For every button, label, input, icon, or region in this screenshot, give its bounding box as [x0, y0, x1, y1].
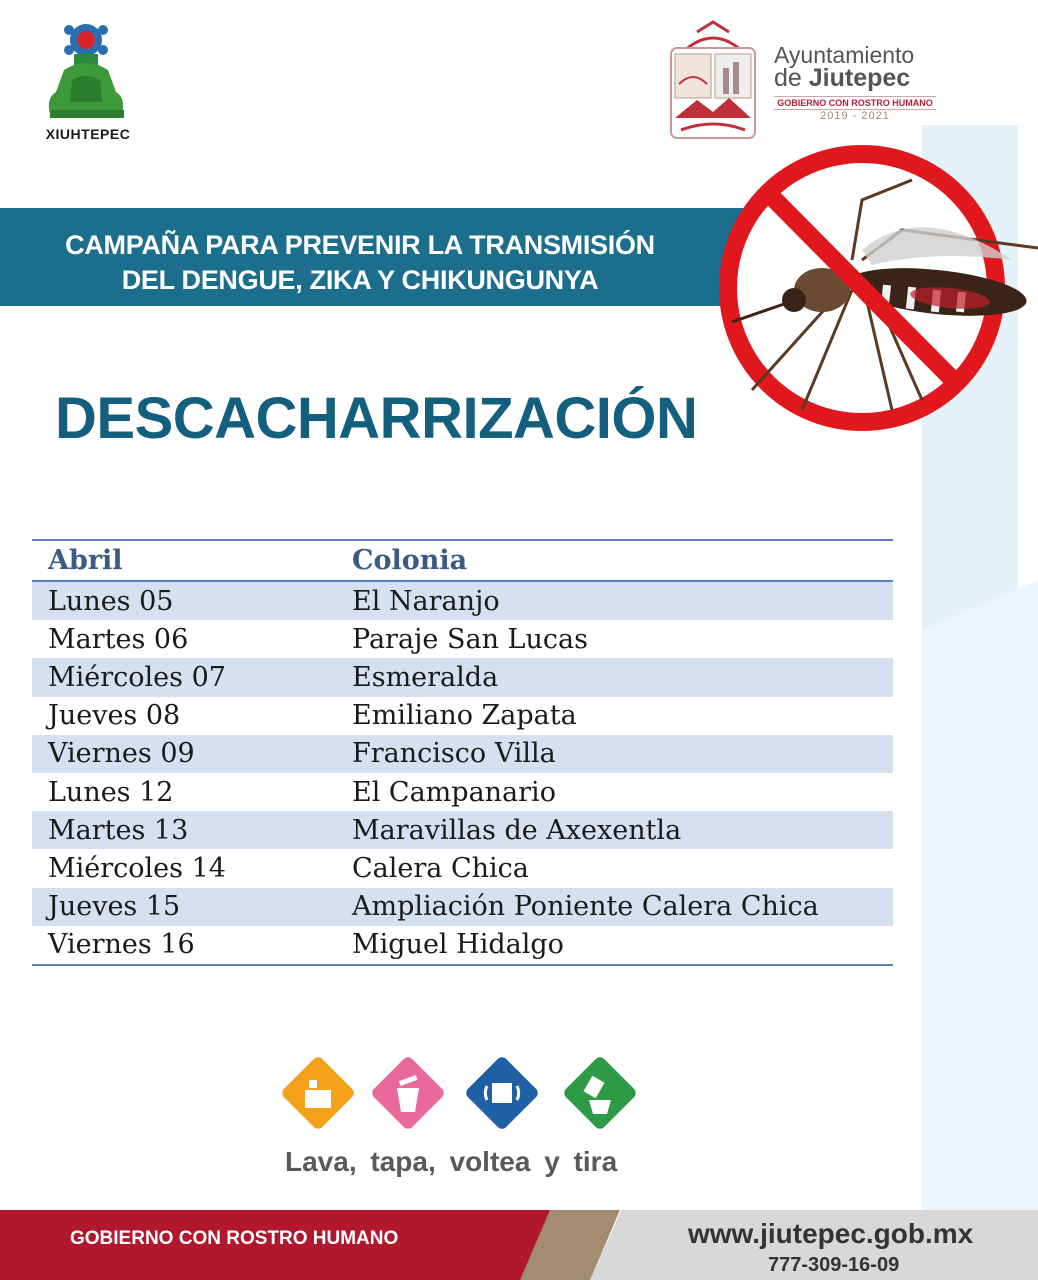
cell-date: Martes 13 [48, 814, 189, 846]
ayuntamiento-title: Ayuntamiento [774, 42, 915, 68]
ayuntamiento-shield-icon [667, 18, 759, 143]
ayuntamiento-years: 2019 - 2021 [820, 110, 890, 122]
table-row [32, 582, 893, 620]
tapa-icon [367, 1056, 449, 1134]
cell-date: Miércoles 14 [48, 852, 226, 884]
ayuntamiento-city-name: Jiutepec [808, 64, 911, 92]
table-row [32, 620, 893, 658]
campaign-banner-line2: DEL DENGUE, ZIKA Y CHIKUNGUNYA [121, 265, 599, 295]
cell-date: Viernes 09 [48, 738, 195, 770]
cell-colonia: El Naranjo [352, 585, 500, 617]
no-mosquito-icon [712, 140, 1038, 440]
prevention-slogan: Lava, tapa, voltea y tira [285, 1146, 618, 1177]
cell-date: Martes 06 [48, 623, 189, 655]
table-row [32, 888, 893, 926]
table-row [32, 735, 893, 773]
cell-colonia: Emiliano Zapata [352, 700, 577, 732]
cell-colonia: El Campanario [352, 776, 556, 808]
schedule-table [32, 539, 893, 966]
table-row [32, 658, 893, 696]
table-row [32, 849, 893, 887]
xiuhtepec-logo [28, 22, 148, 147]
cell-date: Lunes 05 [48, 585, 174, 617]
table-row [32, 773, 893, 811]
cell-colonia: Francisco Villa [352, 738, 556, 770]
lava-icon [277, 1056, 359, 1134]
xiuhtepec-logo-name: XIUHTEPEC [45, 126, 131, 142]
cell-date: Miércoles 07 [48, 661, 226, 693]
cell-date: Lunes 12 [48, 776, 174, 808]
xiuhtepec-emblem-icon [28, 22, 148, 126]
table-row [32, 926, 893, 964]
footer-website-link[interactable]: www.jiutepec.gob.mx [688, 1218, 974, 1249]
voltea-icon [461, 1056, 543, 1134]
campaign-banner-line1: CAMPAÑA PARA PREVENIR LA TRANSMISIÓN [65, 230, 655, 260]
tira-icon [559, 1056, 641, 1134]
cell-colonia: Ampliación Poniente Calera Chica [352, 891, 819, 923]
column-header-month: Abril [48, 545, 123, 576]
cell-colonia: Paraje San Lucas [352, 623, 588, 655]
prevention-icons [275, 1056, 655, 1144]
decorative-side-strip-lower [922, 580, 1038, 1210]
cell-date: Jueves 08 [48, 700, 181, 732]
page-headline: DESCACHARRIZACIÓN [55, 386, 698, 451]
ayuntamiento-city [774, 64, 910, 93]
column-header-colonia: Colonia [352, 545, 468, 576]
ayuntamiento-de: de [774, 64, 809, 92]
table-body [32, 582, 893, 964]
campaign-banner-title [0, 228, 720, 298]
ayuntamiento-slogan: GOBIERNO CON ROSTRO HUMANO [774, 96, 936, 110]
footer-slogan: GOBIERNO CON ROSTRO HUMANO [70, 1228, 399, 1249]
footer-phone: 777-309-16-09 [768, 1254, 900, 1276]
cell-colonia: Esmeralda [352, 661, 499, 693]
cell-date: Jueves 15 [48, 891, 181, 923]
cell-colonia: Maravillas de Axexentla [352, 814, 682, 846]
table-header [32, 541, 893, 582]
cell-date: Viernes 16 [48, 929, 195, 961]
cell-colonia: Calera Chica [352, 852, 529, 884]
table-row [32, 811, 893, 849]
table-row [32, 697, 893, 735]
cell-colonia: Miguel Hidalgo [352, 929, 564, 961]
